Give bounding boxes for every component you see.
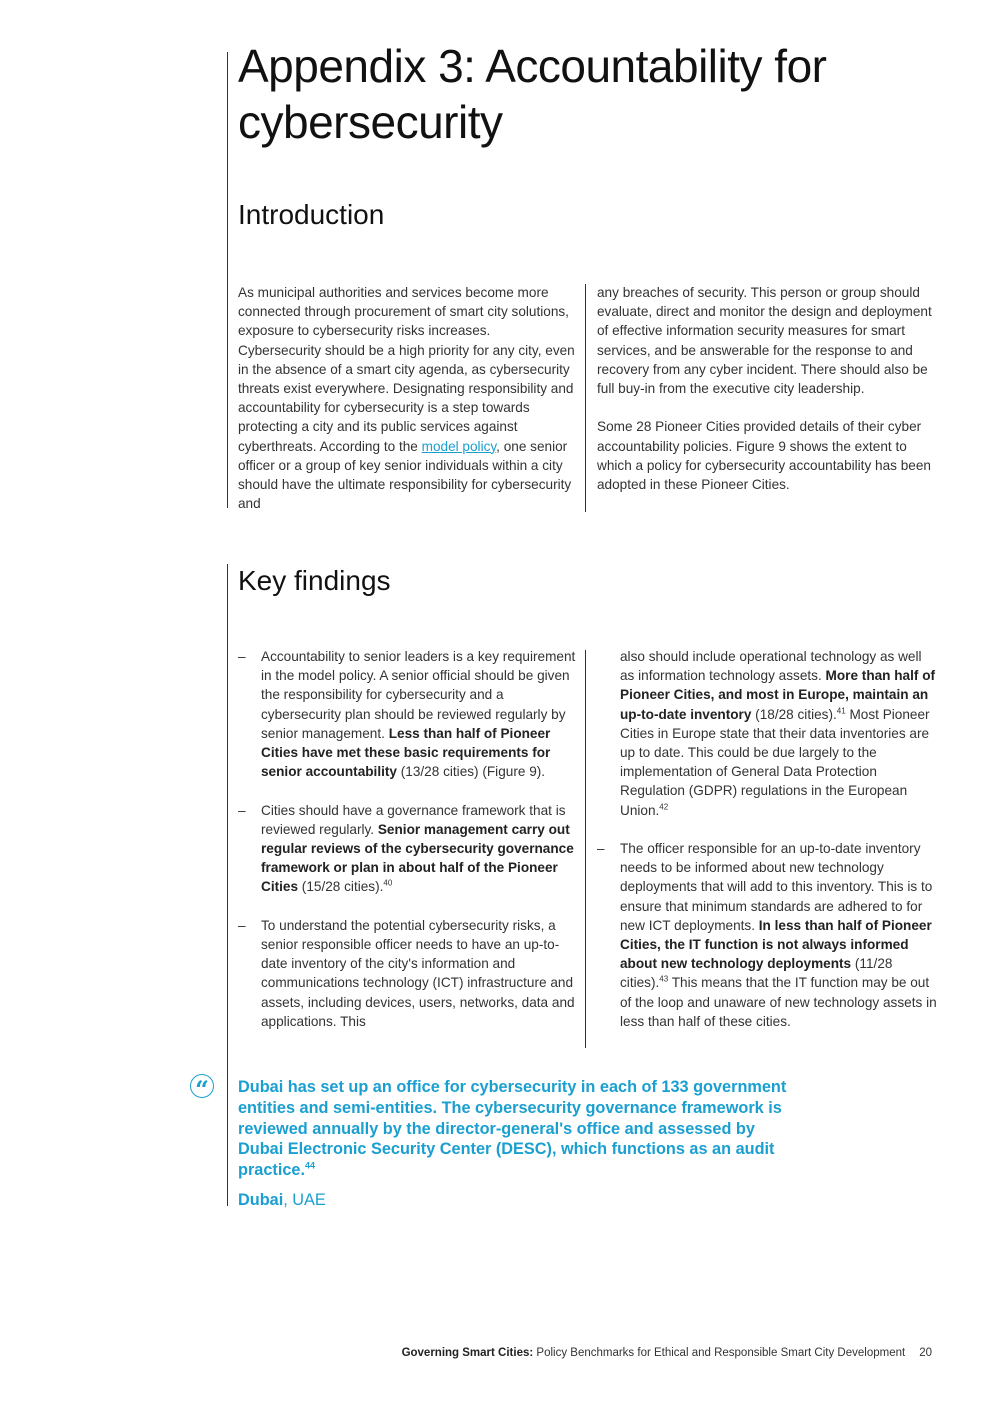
footnote-ref: 43 — [659, 974, 669, 984]
bullet-dash: – — [238, 917, 246, 933]
intro-paragraph-1: As municipal authorities and services become more connected through procurement of smart city solutions, exposure to cybersecurity risks increases. Cybersecurity should be a high priority for any city, even in the absence of a smart city agenda, as cybersecurity threats exist everywhere. Designating responsibility and accountability for cybersecurity is a step towards protecting a city and its public services against cyberthreats. According to the model policy, one senior officer or a group of key senior individuals within a city should have the ultimate responsibility for cybersecurity and — [238, 285, 575, 512]
page-footer — [402, 1347, 932, 1359]
intro-heading: Introduction — [238, 199, 385, 230]
bullet-dash: – — [238, 802, 246, 818]
footer-subtitle: Policy Benchmarks for Ethical and Responsible Smart City Development — [533, 1347, 906, 1359]
findings-rule — [227, 564, 228, 1206]
finding-item: – Accountability to senior leaders is a key requirement in the model policy. A senior official should be given the responsibility for cybersecurity and a cybersecurity plan should be reviewed regularly by senior management. Less than half of Pioneer Cities have met these basic requirements for senior accountability (13/28 cities) (Figure 9). — [238, 649, 576, 780]
page-title: Appendix 3: Accountability for cybersecurity — [238, 40, 827, 148]
intro-paragraph-2: any breaches of security. This person or group should evaluate, direct and monitor the design and deployment of effective information security measures for smart services, and be answerable for the response to and recovery from any cyber incident. There should also be full buy-in from the executive city leadership. — [597, 285, 932, 397]
intro-paragraph-3: Some 28 Pioneer Cities provided details of their cyber accountability policies. Figure 9 shows the extent to which a policy for cybersecurity accountability has been adopted in these Pioneer Cities. — [597, 419, 931, 493]
footer-title: Governing Smart Cities: — [401, 1347, 534, 1359]
model-policy-link[interactable]: model policy — [421, 438, 497, 454]
footnote-ref: 40 — [383, 878, 393, 888]
findings-left-column — [238, 647, 576, 1031]
intro-column-divider — [585, 284, 586, 512]
footnote-ref: 44 — [304, 1160, 315, 1171]
intro-left-column — [238, 283, 576, 513]
finding-item: – Cities should have a governance framework that is reviewed regularly. Senior management carry out regular reviews of the cybersecurity governance framework or plan in about half of the Pioneer Cities (15/28 cities).$^{40}$ — [238, 802, 574, 895]
finding-item: – To understand the potential cybersecurity risks, a senior responsible officer needs to have an up-to-date inventory of the city's information and communications technology (ICT) infrastructure and assets, including devices, users, networks, data and applications. This — [238, 917, 575, 1029]
findings-column-divider — [585, 650, 586, 1048]
findings-heading: Key findings — [238, 565, 391, 596]
bullet-dash: – — [238, 649, 246, 664]
finding-item: – The officer responsible for an up-to-date inventory needs to be informed about new technology deployments that will add to this inventory. This is to ensure that minimum standards are adhered to for new ICT deployments. In less than half of Pioneer Cities, the IT function is not always informed about new technology deployments (11/28 cities).$^{43}$ This means that the IT function may be out of the loop and unaware of new technology assets in less than half of these cities. — [597, 841, 937, 1029]
findings-right-column — [597, 647, 939, 1031]
finding-item-continued: also should include operational technology as well as information technology assets. More than half of Pioneer Cities, and most in Europe, maintain an up-to-date inventory (18/28 cities).$^{41}$ Most Pioneer Cities in Europe state that their data inventories are up to date. This could be due largely to the implementation of General Data Protection Regulation (GDPR) regulations in the European Union.$^{42}$ — [620, 649, 936, 818]
intro-right-column — [597, 283, 937, 494]
title-rule — [227, 52, 228, 508]
bullet-dash: – — [597, 841, 605, 857]
pull-quote: Dubai has set up an office for cybersecurity in each of 133 government entities and semi-entities. The cybersecurity governance framework is reviewed annually by the director-general's office and assessed by Dubai Electronic Security Center (DESC), which functions as an audit practice.$^{44}$ — [238, 1078, 787, 1180]
footnote-ref: 42 — [659, 802, 669, 812]
quote-source: Dubai, UAE — [238, 1191, 326, 1209]
quote-icon: “ — [190, 1074, 214, 1098]
page-number: 20 — [919, 1347, 932, 1359]
footnote-ref: 41 — [836, 706, 846, 716]
